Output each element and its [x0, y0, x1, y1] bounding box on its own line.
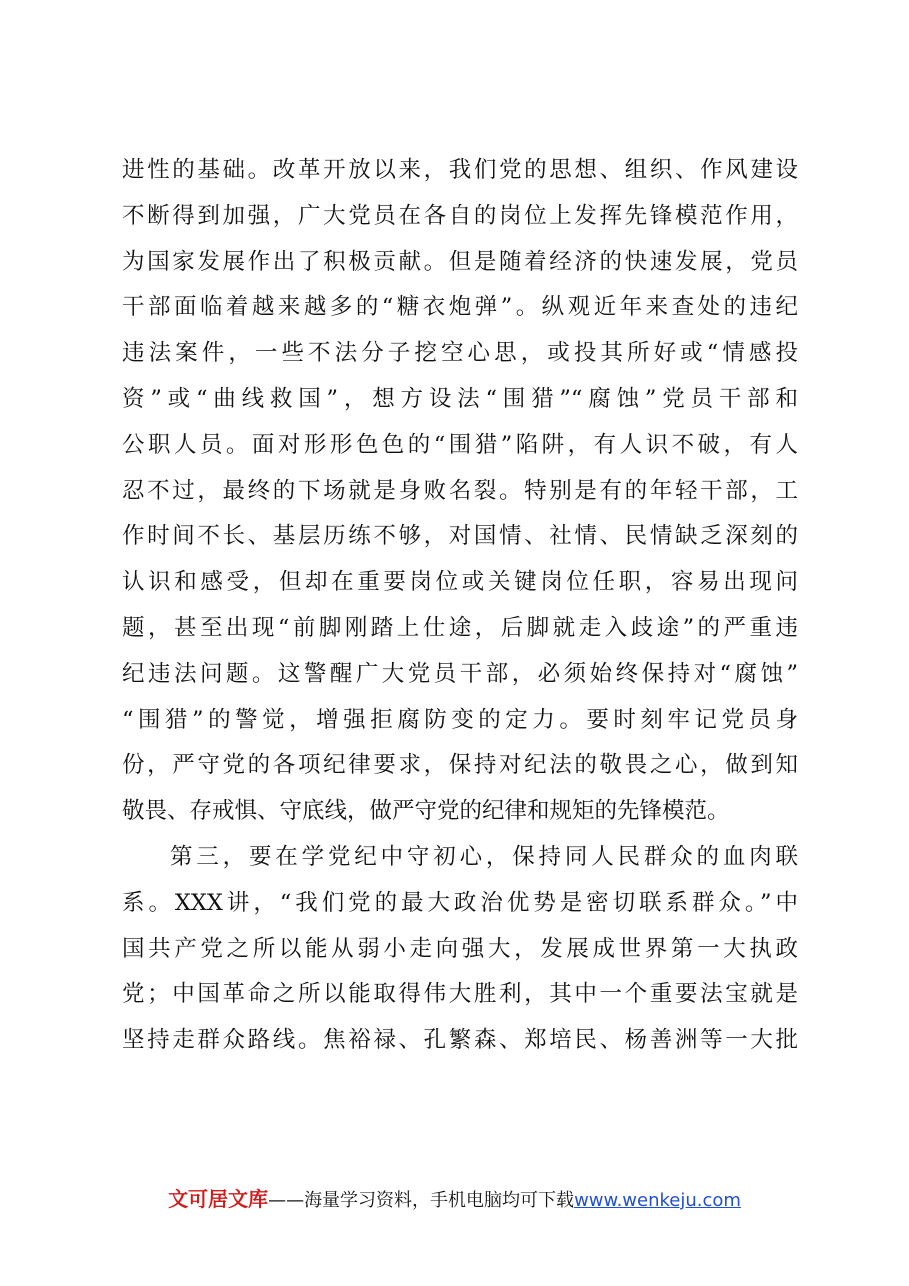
- text-line: 为国家发展作出了积极贡献。但是随着经济的快速发展，党员: [122, 248, 798, 275]
- text-line: 认识和感受，但却在重要岗位或关键岗位任职，容易出现问: [122, 569, 798, 596]
- text-line: 党；中国革命之所以能取得伟大胜利，其中一个重要法宝就是: [122, 981, 798, 1008]
- text-line: 系。XXX讲，“我们党的最大政治优势是密切联系群众。”中: [122, 889, 798, 916]
- text-line: “围猎”的警觉，增强拒腐防变的定力。要时刻牢记党员身: [122, 706, 798, 733]
- footer-brand: 文可居文库: [168, 1187, 269, 1211]
- paragraph-start-line: 第三，要在学党纪中守初心，保持同人民群众的血肉联: [170, 843, 798, 870]
- footer-website-link[interactable]: www.wenkeju.com: [574, 1190, 741, 1211]
- text-line: 公职人员。面对形形色色的“围猎”陷阱，有人识不破，有人: [122, 431, 798, 458]
- text-line: 纪违法问题。这警醒广大党员干部，必须始终保持对“腐蚀”: [122, 660, 798, 687]
- text-line: 作时间不长、基层历练不够，对国情、社情、民情缺乏深刻的: [122, 523, 798, 550]
- body-text: [122, 148, 798, 1064]
- text-line: 敬畏、存戒惧、守底线，做严守党的纪律和规矩的先锋模范。: [122, 798, 730, 825]
- text-line: 份，严守党的各项纪律要求，保持对纪法的敬畏之心，做到知: [122, 752, 798, 779]
- text-line: 坚持走群众路线。焦裕禄、孔繁森、郑培民、杨善洲等一大批: [122, 1027, 798, 1054]
- text-line: 不断得到加强，广大党员在各自的岗位上发挥先锋模范作用，: [122, 202, 798, 229]
- text-line: 违法案件，一些不法分子挖空心思，或投其所好或“情感投: [122, 340, 798, 367]
- text-line: 题，甚至出现“前脚刚踏上仕途，后脚就走入歧途”的严重违: [122, 614, 798, 641]
- text-line: 国共产党之所以能从弱小走向强大，发展成世界第一大执政: [122, 935, 798, 962]
- footer-banner: [0, 1183, 909, 1212]
- text-line: 资”或“曲线救国”，想方设法“围猎”“腐蚀”党员干部和: [122, 385, 798, 412]
- text-line: 干部面临着越来越多的“糖衣炮弹”。纵观近年来查处的违纪: [122, 294, 798, 321]
- text-line: 进性的基础。改革开放以来，我们党的思想、组织、作风建设: [122, 157, 798, 183]
- text-line: 忍不过，最终的下场就是身败名裂。特别是有的年轻干部，工: [122, 477, 798, 504]
- footer-tagline: ——海量学习资料，手机电脑均可下载: [268, 1190, 575, 1211]
